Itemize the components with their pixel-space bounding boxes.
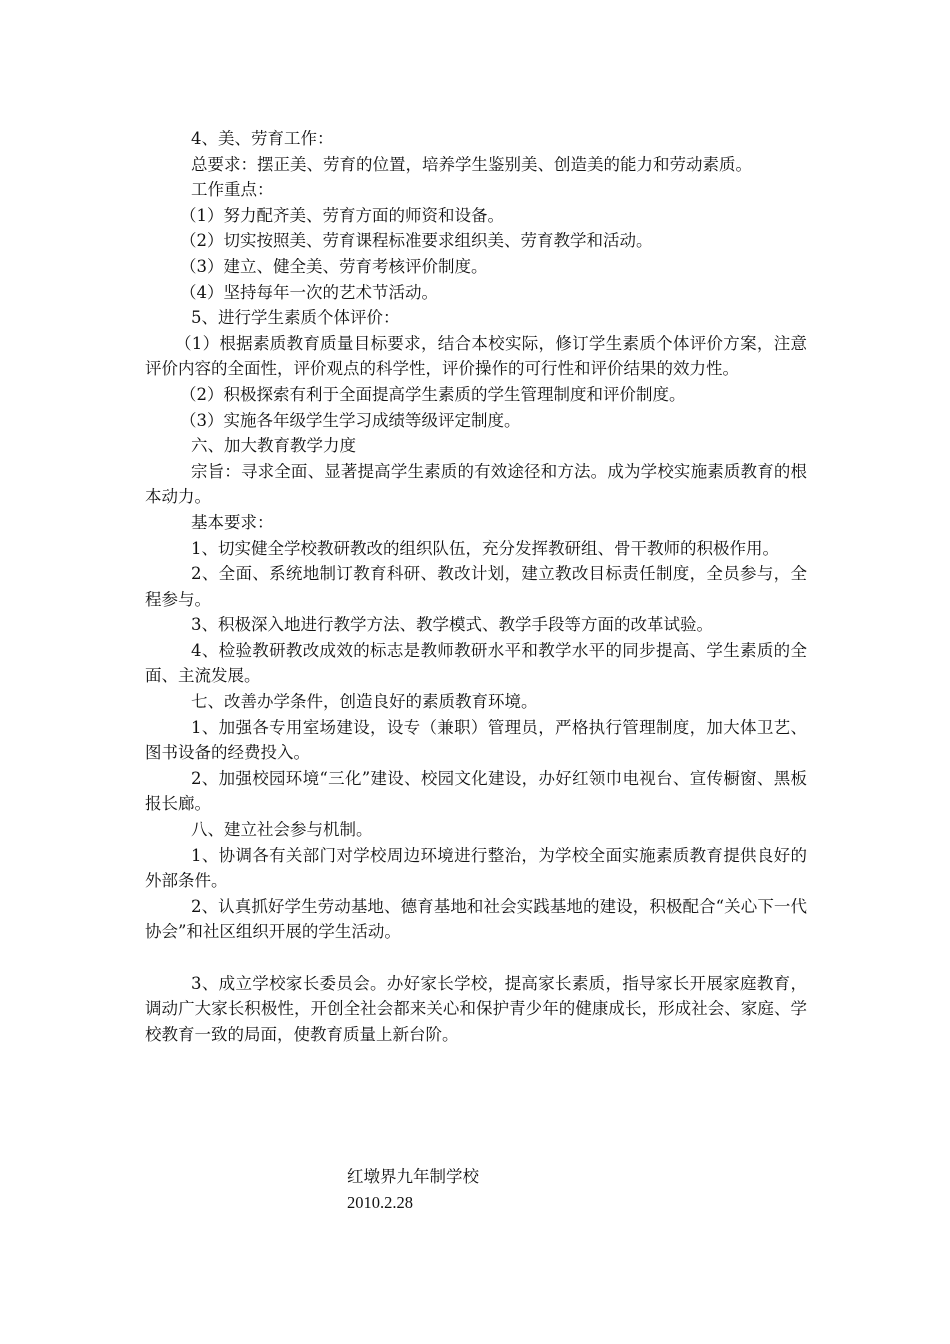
signature-school: 红墩界九年制学校 — [347, 1167, 479, 1186]
paragraph-item: （2）积极探索有利于全面提高学生素质的学生管理制度和评价制度。 — [180, 384, 686, 404]
paragraph-item: （1）努力配齐美、劳育方面的师资和设备。 — [180, 205, 504, 225]
paragraph-chapter-7-title: 七、改善办学条件，创造良好的素质教育环境。 — [191, 692, 538, 712]
paragraph-item: （3）实施各年级学生学习成绩等级评定制度。 — [180, 410, 521, 430]
paragraph-item: 1、切实健全学校教研教改的组织队伍，充分发挥教研组、骨干教师的积极作用。 — [191, 538, 779, 558]
paragraph-item: 1、加强各专用室场建设，设专（兼职）管理员，严格执行管理制度，加大体卫艺、图书设备的经费投入。 — [145, 717, 807, 763]
paragraph-section-5-title: 5、进行学生素质个体评价： — [191, 308, 400, 328]
paragraph-work-focus: 工作重点： — [191, 180, 274, 200]
paragraph-item: 3、积极深入地进行教学方法、教学模式、教学手段等方面的改革试验。 — [191, 615, 713, 635]
paragraph-item: （4）坚持每年一次的艺术节活动。 — [180, 282, 438, 302]
paragraph-item: 2、加强校园环境“三化”建设、校园文化建设，办好红领巾电视台、宣传橱窗、黑板报长廊。 — [145, 768, 807, 814]
paragraph-basic-requirements: 基本要求： — [191, 512, 274, 532]
paragraph-item: 4、检验教研教改成效的标志是教师教研水平和教学水平的同步提高、学生素质的全面、主流发展。 — [145, 640, 807, 686]
paragraph-purpose: 宗旨：寻求全面、显著提高学生素质的有效途径和方法。成为学校实施素质教育的根本动力。 — [145, 461, 807, 507]
paragraph-item: 1、协调各有关部门对学校周边环境进行整治，为学校全面实施素质教育提供良好的外部条件。 — [145, 845, 807, 891]
paragraph-item: （3）建立、健全美、劳育考核评价制度。 — [180, 256, 488, 276]
signature-date: 2010.2.28 — [347, 1193, 413, 1212]
paragraph-item: （2）切实按照美、劳育课程标准要求组织美、劳育教学和活动。 — [180, 231, 653, 251]
paragraph-item: 3、成立学校家长委员会。办好家长学校，提高家长素质，指导家长开展家庭教育，调动广大家长积极性，开创全社会都来关心和保护青少年的健康成长，形成社会、家庭、学校教育一致的局面，使教育质量上新台阶。 — [145, 973, 807, 1044]
paragraph-item: 2、全面、系统地制订教育科研、教改计划，建立教改目标责任制度，全员参与，全程参与。 — [145, 564, 807, 609]
document-body — [145, 126, 807, 1047]
paragraph-chapter-8-title: 八、建立社会参与机制。 — [191, 820, 373, 840]
paragraph-general-requirement: 总要求：摆正美、劳育的位置，培养学生鉴别美、创造美的能力和劳动素质。 — [191, 154, 752, 174]
signature-block — [347, 1164, 479, 1216]
paragraph-item: （1）根据素质教育质量目标要求，结合本校实际，修订学生素质个体评价方案，注意评价内容的全面性，评价观点的科学性，评价操作的可行性和评价结果的效力性。 — [145, 333, 807, 379]
paragraph-item: 2、认真抓好学生劳动基地、德育基地和社会实践基地的建设，积极配合“关心下一代协会”和社区组织开展的学生活动。 — [145, 896, 807, 942]
paragraph-chapter-6-title: 六、加大教育教学力度 — [191, 436, 356, 456]
paragraph-section-4-title: 4、美、劳育工作： — [191, 129, 334, 148]
